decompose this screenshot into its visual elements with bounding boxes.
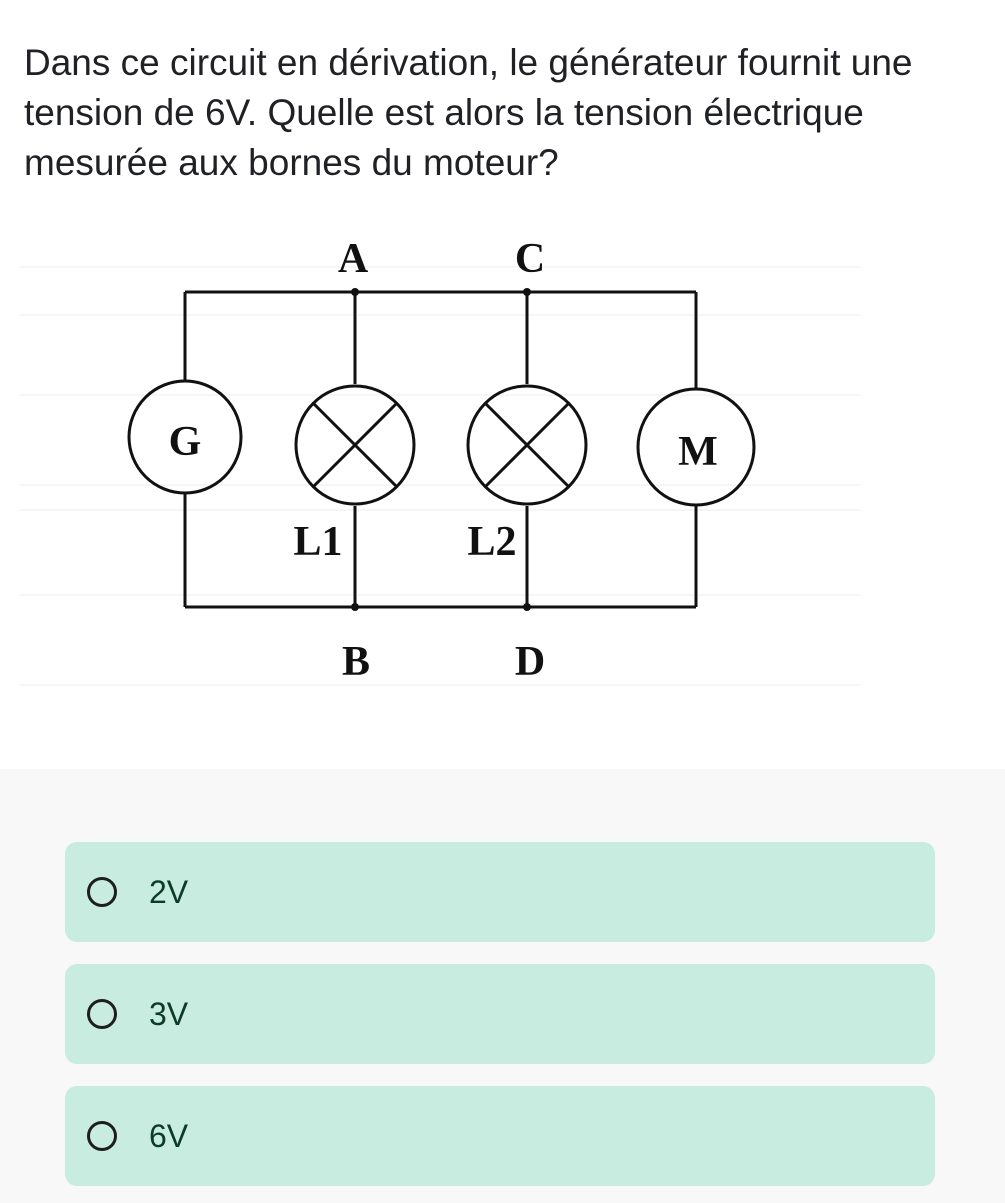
label-node-b: B xyxy=(341,639,371,685)
lamp-l1-symbol xyxy=(296,386,414,504)
question-text: Dans ce circuit en dérivation, le générateur fournit une tension de 6V. Quelle est alors la tension électrique mesurée aux bornes du moteur? xyxy=(24,42,913,183)
label-node-a: A xyxy=(337,236,369,282)
label-generator: G xyxy=(168,419,202,465)
lamp-l2-symbol xyxy=(468,386,586,504)
circuit-diagram xyxy=(0,215,1005,715)
label-lamp-l1: L1 xyxy=(293,519,343,565)
answer-option-label: 2V xyxy=(149,874,189,910)
radio-button-icon[interactable] xyxy=(87,999,117,1029)
junction-a xyxy=(351,288,359,296)
junction-b xyxy=(351,603,359,611)
answer-option-2v[interactable] xyxy=(65,842,935,942)
circuit-svg xyxy=(0,215,1005,715)
label-motor: M xyxy=(678,429,718,475)
answer-options-panel xyxy=(0,769,1005,1203)
junction-d xyxy=(523,603,531,611)
answer-option-3v[interactable] xyxy=(65,964,935,1064)
radio-button-icon[interactable] xyxy=(87,1121,117,1151)
answer-option-label: 3V xyxy=(149,996,189,1032)
answer-option-label: 6V xyxy=(149,1118,189,1154)
answer-option-6v[interactable] xyxy=(65,1086,935,1186)
label-node-c: C xyxy=(514,236,546,282)
label-node-d: D xyxy=(514,639,546,685)
junction-c xyxy=(523,288,531,296)
label-lamp-l2: L2 xyxy=(467,519,517,565)
radio-button-icon[interactable] xyxy=(87,877,117,907)
